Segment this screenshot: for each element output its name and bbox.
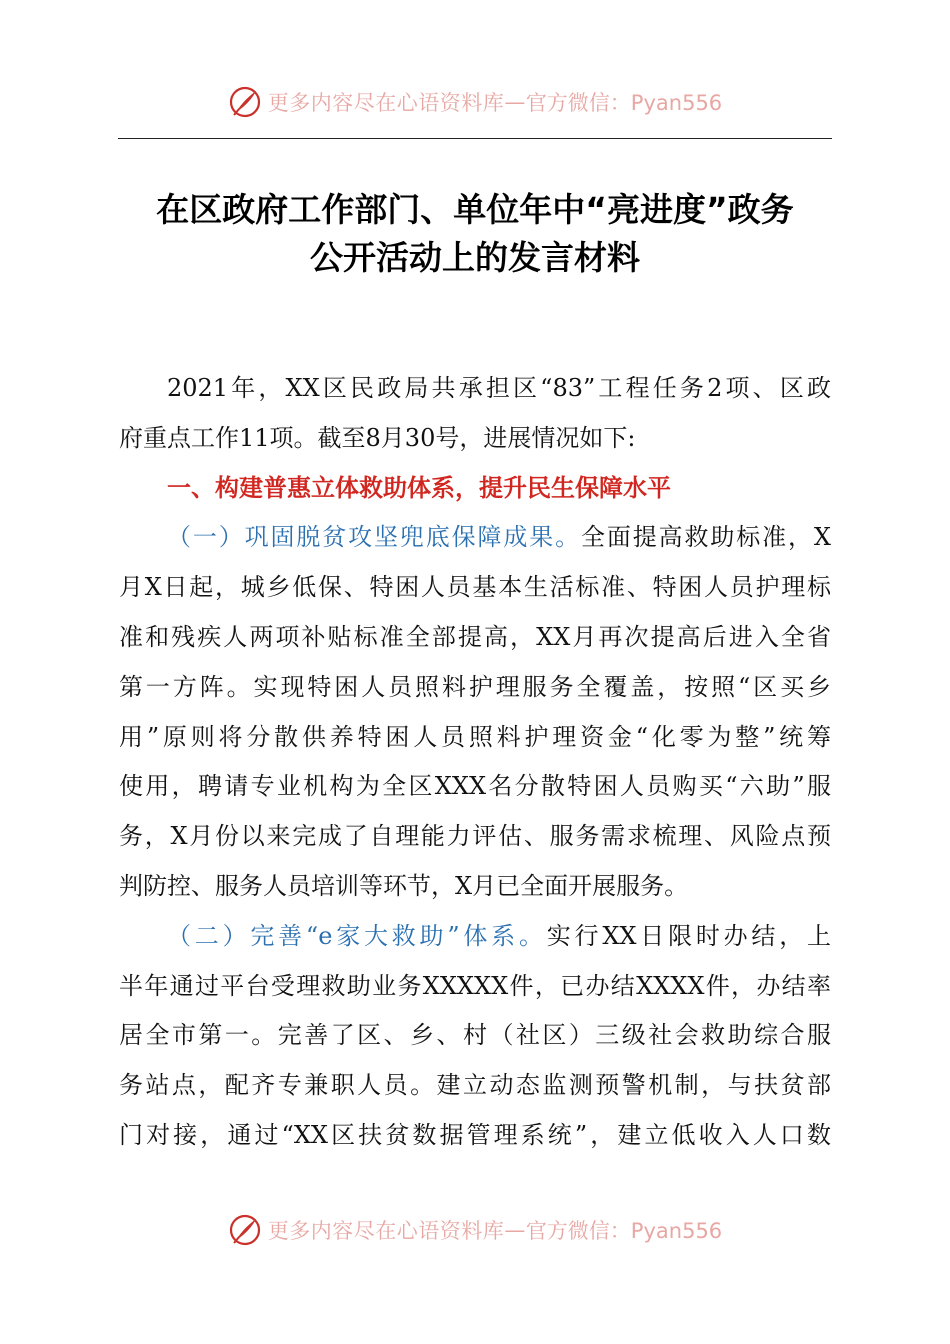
header-rule — [118, 138, 832, 139]
paragraph-line: 门对接，通过“XX区扶贫数据管理系统”，建立低收入人口数 — [119, 1120, 831, 1149]
paragraph-line: 月X日起，城乡低保、特困人员基本生活标准、特困人员护理标 — [119, 573, 831, 602]
banner-account: 官方微信：Pyan556 — [525, 1219, 723, 1243]
quill-logo-icon — [228, 1213, 262, 1247]
title-line-1: 在区政府工作部门、单位年中“亮进度”政务 — [156, 190, 794, 229]
banner-dash: — — [504, 1218, 526, 1242]
quill-logo-icon — [228, 85, 262, 119]
paragraph-line: 使用，聘请专业机构为全区XXX名分散特困人员购买“六助”服 — [119, 772, 831, 801]
banner-account: 官方微信：Pyan556 — [525, 91, 723, 115]
document-title — [110, 186, 840, 282]
paragraph-line: 准和残疾人两项补贴标准全部提高，XX月再次提高后进入全省 — [119, 622, 831, 651]
paragraph-line: 用”原则将分散供养特困人员照料护理资金“化零为整”统筹 — [119, 722, 831, 751]
banner-text: 更多内容尽在心语资料库 — [267, 91, 505, 115]
title-line-2: 公开活动上的发言材料 — [310, 238, 640, 277]
subsection-heading-1: （一）巩固脱贫攻坚兜底保障成果。 — [167, 523, 582, 552]
paragraph-line: 半年通过平台受理救助业务XXXXX件，已办结XXXX件，办结率 — [119, 971, 831, 1000]
subsection-2-text: 实行XX日限时办结，上 — [546, 921, 831, 950]
subsection-1-text: 全面提高救助标准，X — [581, 523, 832, 552]
subsection-2-first-line — [119, 912, 831, 962]
banner-text: 更多内容尽在心语资料库 — [267, 1219, 505, 1243]
paragraph-line: 务，X月份以来完成了自理能力评估、服务需求梳理、风险点预 — [119, 822, 831, 851]
paragraph-line: 判防控、服务人员培训等环节，X月已全面开展服务。 — [119, 871, 689, 900]
paragraph-line: 务站点，配齐专兼职人员。建立动态监测预警机制，与扶贫部 — [119, 1071, 831, 1100]
paragraph-line: 第一方阵。实现特困人员照料护理服务全覆盖，按照“区买乡 — [119, 672, 831, 701]
intro-line-1: 2021年，XX区民政局共承担区“83”工程任务2项、区政 — [167, 374, 831, 402]
paragraph-line: 居全市第一。完善了区、乡、村（社区）三级社会救助综合服 — [119, 1021, 831, 1050]
subsection-heading-2: （二）完善“e家大救助”体系。 — [167, 921, 547, 950]
footer-watermark-banner — [0, 1210, 950, 1250]
header-watermark-banner — [0, 82, 950, 122]
document-body — [119, 364, 831, 1161]
banner-dash: — — [504, 90, 526, 114]
section-heading-1: 一、构建普惠立体救助体系，提升民生保障水平 — [167, 473, 671, 502]
intro-line-2: 府重点工作11项。截至8月30号，进展情况如下: — [119, 423, 636, 452]
subsection-1-first-line — [119, 513, 831, 563]
